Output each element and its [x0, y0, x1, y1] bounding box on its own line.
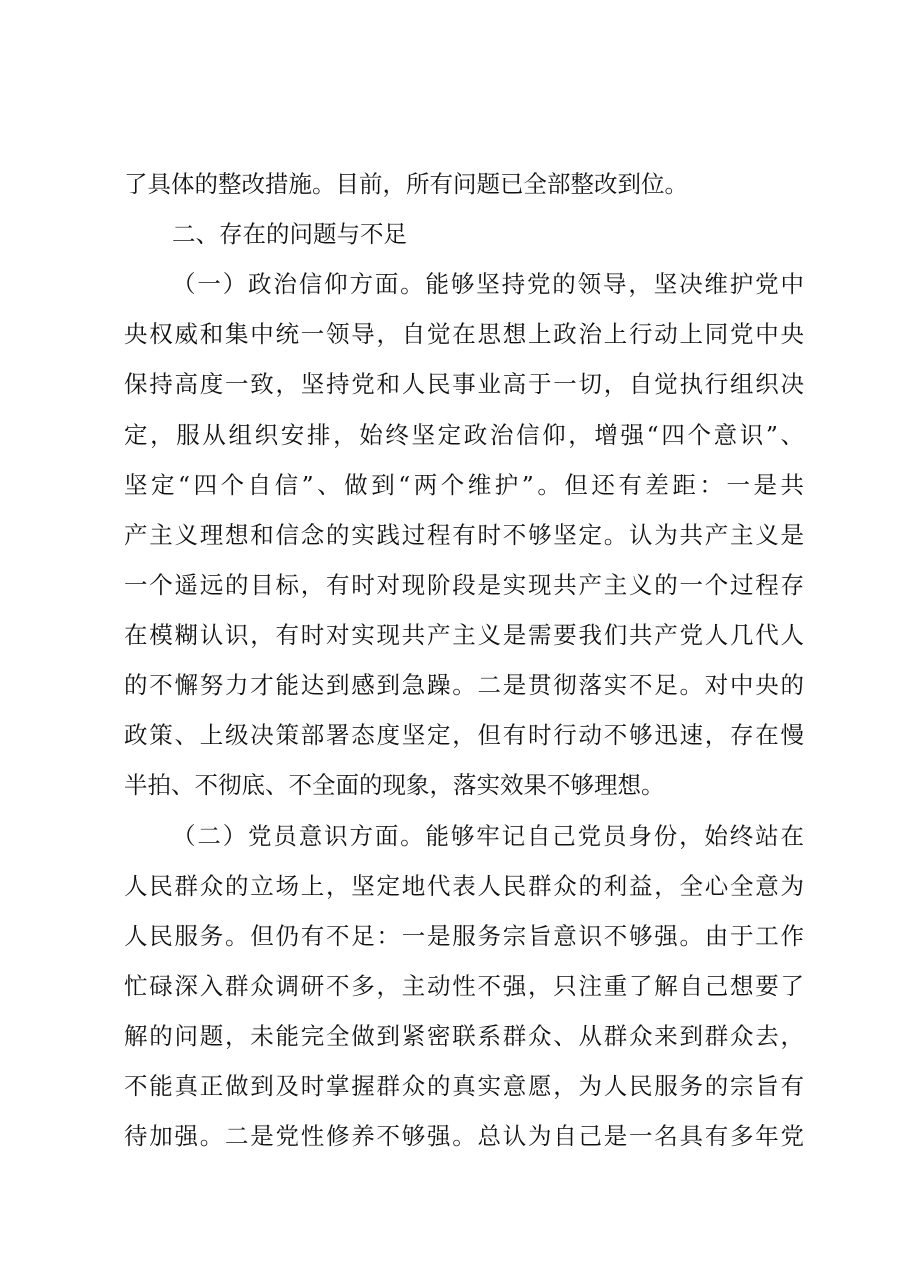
body-text-line: 待加强。二是党性修养不够强。总认为自己是一名具有多年党 [124, 1122, 804, 1150]
body-text-line: 政策、上级决策部署态度坚定，但有时行动不够迅速，存在慢 [124, 721, 804, 749]
body-text-line: 一个遥远的目标，有时对现阶段是实现共产主义的一个过程存 [124, 571, 804, 599]
paragraph-first-line: （一）政治信仰方面。能够坚持党的领导，坚决维护党中 [172, 270, 804, 298]
section-heading: 二、存在的问题与不足 [172, 220, 407, 248]
body-text-line: 产主义理想和信念的实践过程有时不够坚定。认为共产主义是 [124, 521, 804, 549]
body-text-line: 忙碌深入群众调研不多，主动性不强，只注重了解自己想要了 [124, 972, 804, 1000]
body-text-line: 了具体的整改措施。目前，所有问题已全部整改到位。 [124, 170, 688, 198]
body-text-line: 半拍、不彻底、不全面的现象，落实效果不够理想。 [124, 771, 665, 799]
body-text-line: 央权威和集中统一领导，自觉在思想上政治上行动上同党中央 [124, 320, 804, 348]
body-text-line: 解的问题，未能完全做到紧密联系群众、从群众来到群众去， [124, 1022, 804, 1050]
paragraph-first-line: （二）党员意识方面。能够牢记自己党员身份，始终站在 [172, 822, 804, 850]
body-text-line: 不能真正做到及时掌握群众的真实意愿，为人民服务的宗旨有 [124, 1072, 804, 1100]
body-text-line: 定，服从组织安排，始终坚定政治信仰，增强“四个意识”、 [124, 421, 804, 449]
body-text-line: 保持高度一致，坚持党和人民事业高于一切，自觉执行组织决 [124, 370, 804, 398]
body-text-line: 坚定“四个自信”、做到“两个维护”。但还有差距：一是共 [124, 471, 804, 499]
body-text-line: 在模糊认识，有时对实现共产主义是需要我们共产党人几代人 [124, 621, 804, 649]
body-text-line: 人民服务。但仍有不足：一是服务宗旨意识不够强。由于工作 [124, 922, 804, 950]
body-text-line: 人民群众的立场上，坚定地代表人民群众的利益，全心全意为 [124, 872, 804, 900]
body-text-line: 的不懈努力才能达到感到急躁。二是贯彻落实不足。对中央的 [124, 671, 804, 699]
